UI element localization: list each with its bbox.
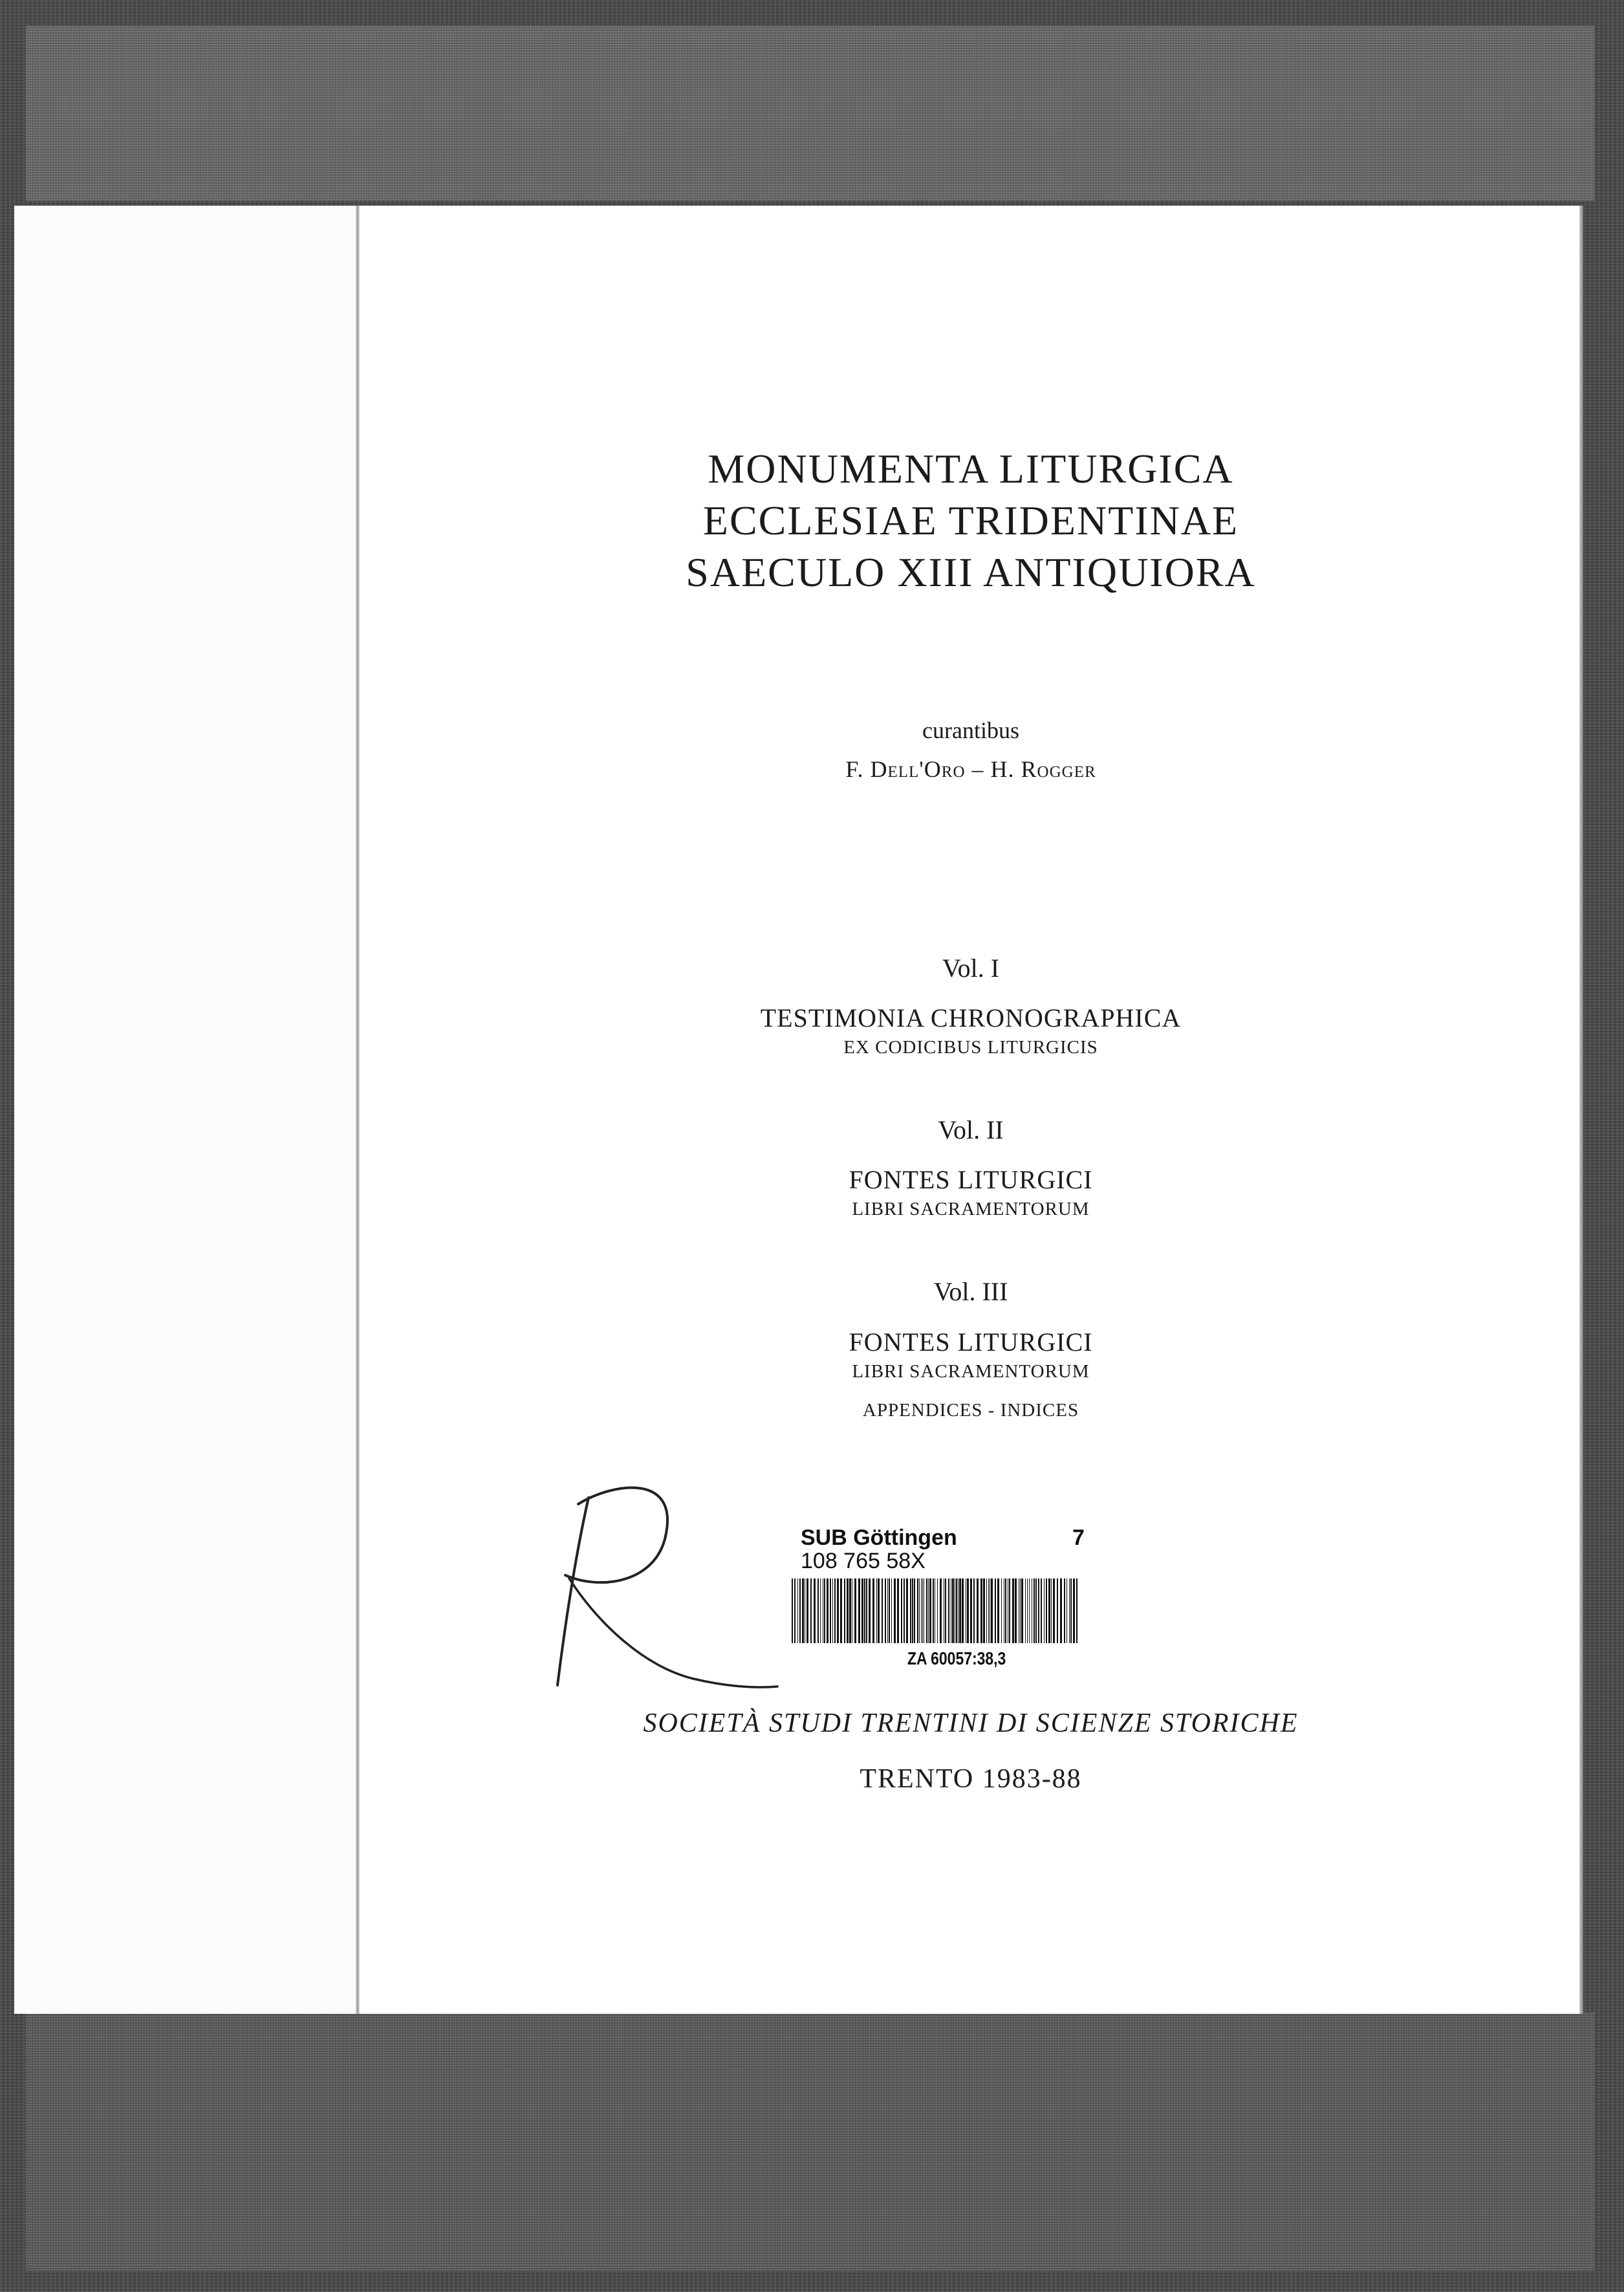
barcode bbox=[789, 1578, 1080, 1643]
barcode-bar bbox=[1012, 1578, 1014, 1643]
barcode-bar bbox=[1048, 1578, 1050, 1643]
barcode-bar bbox=[904, 1578, 905, 1643]
volume-3-title: FONTES LITURGICI bbox=[849, 1327, 1093, 1357]
barcode-bar bbox=[983, 1578, 985, 1643]
barcode-bar bbox=[980, 1578, 982, 1643]
volume-1-title: TESTIMONIA CHRONOGRAPHICA bbox=[760, 1003, 1182, 1032]
barcode-bar bbox=[1044, 1578, 1045, 1643]
barcode-bar bbox=[914, 1578, 915, 1643]
barcode-bar bbox=[912, 1578, 913, 1643]
barcode-bar bbox=[827, 1578, 828, 1643]
barcode-bar bbox=[866, 1578, 867, 1643]
barcode-bar bbox=[952, 1578, 954, 1643]
barcode-bar bbox=[814, 1578, 816, 1643]
barcode-bar bbox=[894, 1578, 896, 1643]
title-line-2: ECCLESIAE TRIDENTINAE bbox=[702, 497, 1239, 543]
barcode-bar bbox=[997, 1578, 999, 1643]
barcode-bar bbox=[945, 1578, 946, 1643]
place-date: TRENTO 1983-88 bbox=[860, 1764, 1082, 1794]
barcode-bar bbox=[1009, 1578, 1010, 1643]
barcode-bar bbox=[1073, 1578, 1075, 1643]
barcode-bar bbox=[854, 1578, 856, 1643]
barcode-bar bbox=[1029, 1578, 1030, 1643]
barcode-bar bbox=[948, 1578, 949, 1643]
editors-intro: curantibus bbox=[922, 717, 1019, 743]
barcode-bar bbox=[891, 1578, 892, 1643]
barcode-bar bbox=[887, 1578, 888, 1643]
barcode-bar bbox=[1057, 1578, 1058, 1643]
publisher: SOCIETÀ STUDI TRENTINI DI SCIENZE STORICHE bbox=[643, 1708, 1299, 1738]
barcode-bar bbox=[1076, 1578, 1077, 1643]
barcode-bar bbox=[810, 1578, 812, 1643]
barcode-bar bbox=[959, 1578, 961, 1643]
barcode-bar bbox=[1025, 1578, 1026, 1643]
barcode-bar bbox=[970, 1578, 972, 1643]
barcode-bar bbox=[928, 1578, 929, 1643]
barcode-bar bbox=[929, 1578, 931, 1643]
barcode-bar bbox=[889, 1578, 890, 1643]
volume-1-subtitle: EX CODICIBUS LITURGICIS bbox=[843, 1037, 1098, 1058]
barcode-bar bbox=[956, 1578, 957, 1643]
barcode-bar bbox=[1021, 1578, 1023, 1643]
barcode-bar bbox=[1034, 1578, 1035, 1643]
barcode-bar bbox=[834, 1578, 836, 1643]
volume-2-title: FONTES LITURGICI bbox=[849, 1165, 1093, 1194]
barcode-bar bbox=[1046, 1578, 1047, 1643]
barcode-bar bbox=[1005, 1578, 1006, 1643]
title-page bbox=[360, 206, 1582, 2014]
shelfmark: ZA 60057:38,3 bbox=[907, 1648, 1006, 1668]
barcode-bar bbox=[937, 1578, 938, 1643]
library-id: 108 765 58X bbox=[801, 1549, 926, 1573]
barcode-bar bbox=[1053, 1578, 1055, 1643]
barcode-bar bbox=[802, 1578, 804, 1643]
library-number: 7 bbox=[1072, 1525, 1085, 1550]
left-page bbox=[14, 206, 357, 2014]
title-line-3: SAECULO XIII ANTIQUIORA bbox=[686, 549, 1256, 595]
barcode-bar bbox=[882, 1578, 883, 1643]
barcode-bar bbox=[973, 1578, 975, 1643]
barcode-bar bbox=[876, 1578, 877, 1643]
barcode-bar bbox=[1066, 1578, 1067, 1643]
barcode-bar bbox=[797, 1578, 798, 1643]
barcode-bar bbox=[962, 1578, 964, 1643]
library-name: SUB Göttingen bbox=[801, 1525, 957, 1550]
barcode-bar bbox=[864, 1578, 865, 1643]
barcode-bar bbox=[919, 1578, 920, 1643]
page-edge bbox=[1579, 206, 1583, 2014]
barcode-bar bbox=[1041, 1578, 1042, 1643]
barcode-bar bbox=[1015, 1578, 1017, 1643]
barcode-bar bbox=[933, 1578, 934, 1643]
barcode-bar bbox=[897, 1578, 899, 1643]
barcode-bar bbox=[901, 1578, 902, 1643]
barcode-bar bbox=[967, 1578, 969, 1643]
barcode-bar bbox=[1035, 1578, 1037, 1643]
barcode-bar bbox=[847, 1578, 849, 1643]
barcode-bar bbox=[840, 1578, 842, 1643]
barcode-bar bbox=[799, 1578, 801, 1643]
barcode-bar bbox=[869, 1578, 871, 1643]
barcode-bar bbox=[824, 1578, 825, 1643]
barcode-bar bbox=[858, 1578, 860, 1643]
barcode-bar bbox=[830, 1578, 831, 1643]
barcode-bar bbox=[885, 1578, 886, 1643]
barcode-bar bbox=[817, 1578, 819, 1643]
barcode-bar bbox=[878, 1578, 880, 1643]
barcode-bar bbox=[794, 1578, 796, 1643]
barcode-bar bbox=[1069, 1578, 1070, 1643]
title-line-1: MONUMENTA LITURGICA bbox=[708, 446, 1234, 492]
library-label bbox=[788, 1525, 1111, 1700]
barcode-bar bbox=[988, 1578, 989, 1643]
barcode-bar bbox=[792, 1578, 793, 1643]
barcode-bar bbox=[849, 1578, 851, 1643]
barcode-bar bbox=[921, 1578, 922, 1643]
barcode-bar bbox=[986, 1578, 987, 1643]
barcode-bar bbox=[991, 1578, 993, 1643]
barcode-bar bbox=[906, 1578, 908, 1643]
barcode-bar bbox=[861, 1578, 863, 1643]
barcode-bar bbox=[1064, 1578, 1065, 1643]
barcode-bar bbox=[1001, 1578, 1002, 1643]
volume-3-extra: APPENDICES - INDICES bbox=[862, 1400, 1079, 1421]
scan-bottom-shadow bbox=[26, 2012, 1594, 2271]
volume-2-label: Vol. II bbox=[938, 1115, 1004, 1144]
barcode-bar bbox=[995, 1578, 996, 1643]
barcode-bar bbox=[1038, 1578, 1039, 1643]
volume-3-label: Vol. III bbox=[933, 1277, 1008, 1306]
barcode-bar bbox=[910, 1578, 911, 1643]
barcode-bar bbox=[872, 1578, 874, 1643]
barcode-bar bbox=[807, 1578, 808, 1643]
barcode-bar bbox=[917, 1578, 918, 1643]
barcode-bar bbox=[1060, 1578, 1062, 1643]
volume-2-subtitle: LIBRI SACRAMENTORUM bbox=[852, 1199, 1090, 1219]
volume-3-subtitle: LIBRI SACRAMENTORUM bbox=[852, 1361, 1090, 1382]
barcode-bar bbox=[837, 1578, 839, 1643]
barcode-bar bbox=[1051, 1578, 1052, 1643]
barcode-bar bbox=[1070, 1578, 1072, 1643]
scan-top-shadow bbox=[26, 26, 1594, 201]
barcode-bar bbox=[1020, 1578, 1021, 1643]
barcode-bar bbox=[820, 1578, 821, 1643]
barcode-bar bbox=[977, 1578, 979, 1643]
barcode-bar bbox=[922, 1578, 923, 1643]
barcode-bar bbox=[844, 1578, 845, 1643]
editors-names: F. Dell'Oro – H. Rogger bbox=[845, 756, 1096, 782]
barcode-bar bbox=[832, 1578, 833, 1643]
volume-1-label: Vol. I bbox=[942, 954, 1000, 983]
barcode-bar bbox=[1027, 1578, 1028, 1643]
handwritten-r-mark bbox=[538, 1478, 784, 1692]
barcode-bar bbox=[926, 1578, 927, 1643]
barcode-bar bbox=[940, 1578, 942, 1643]
